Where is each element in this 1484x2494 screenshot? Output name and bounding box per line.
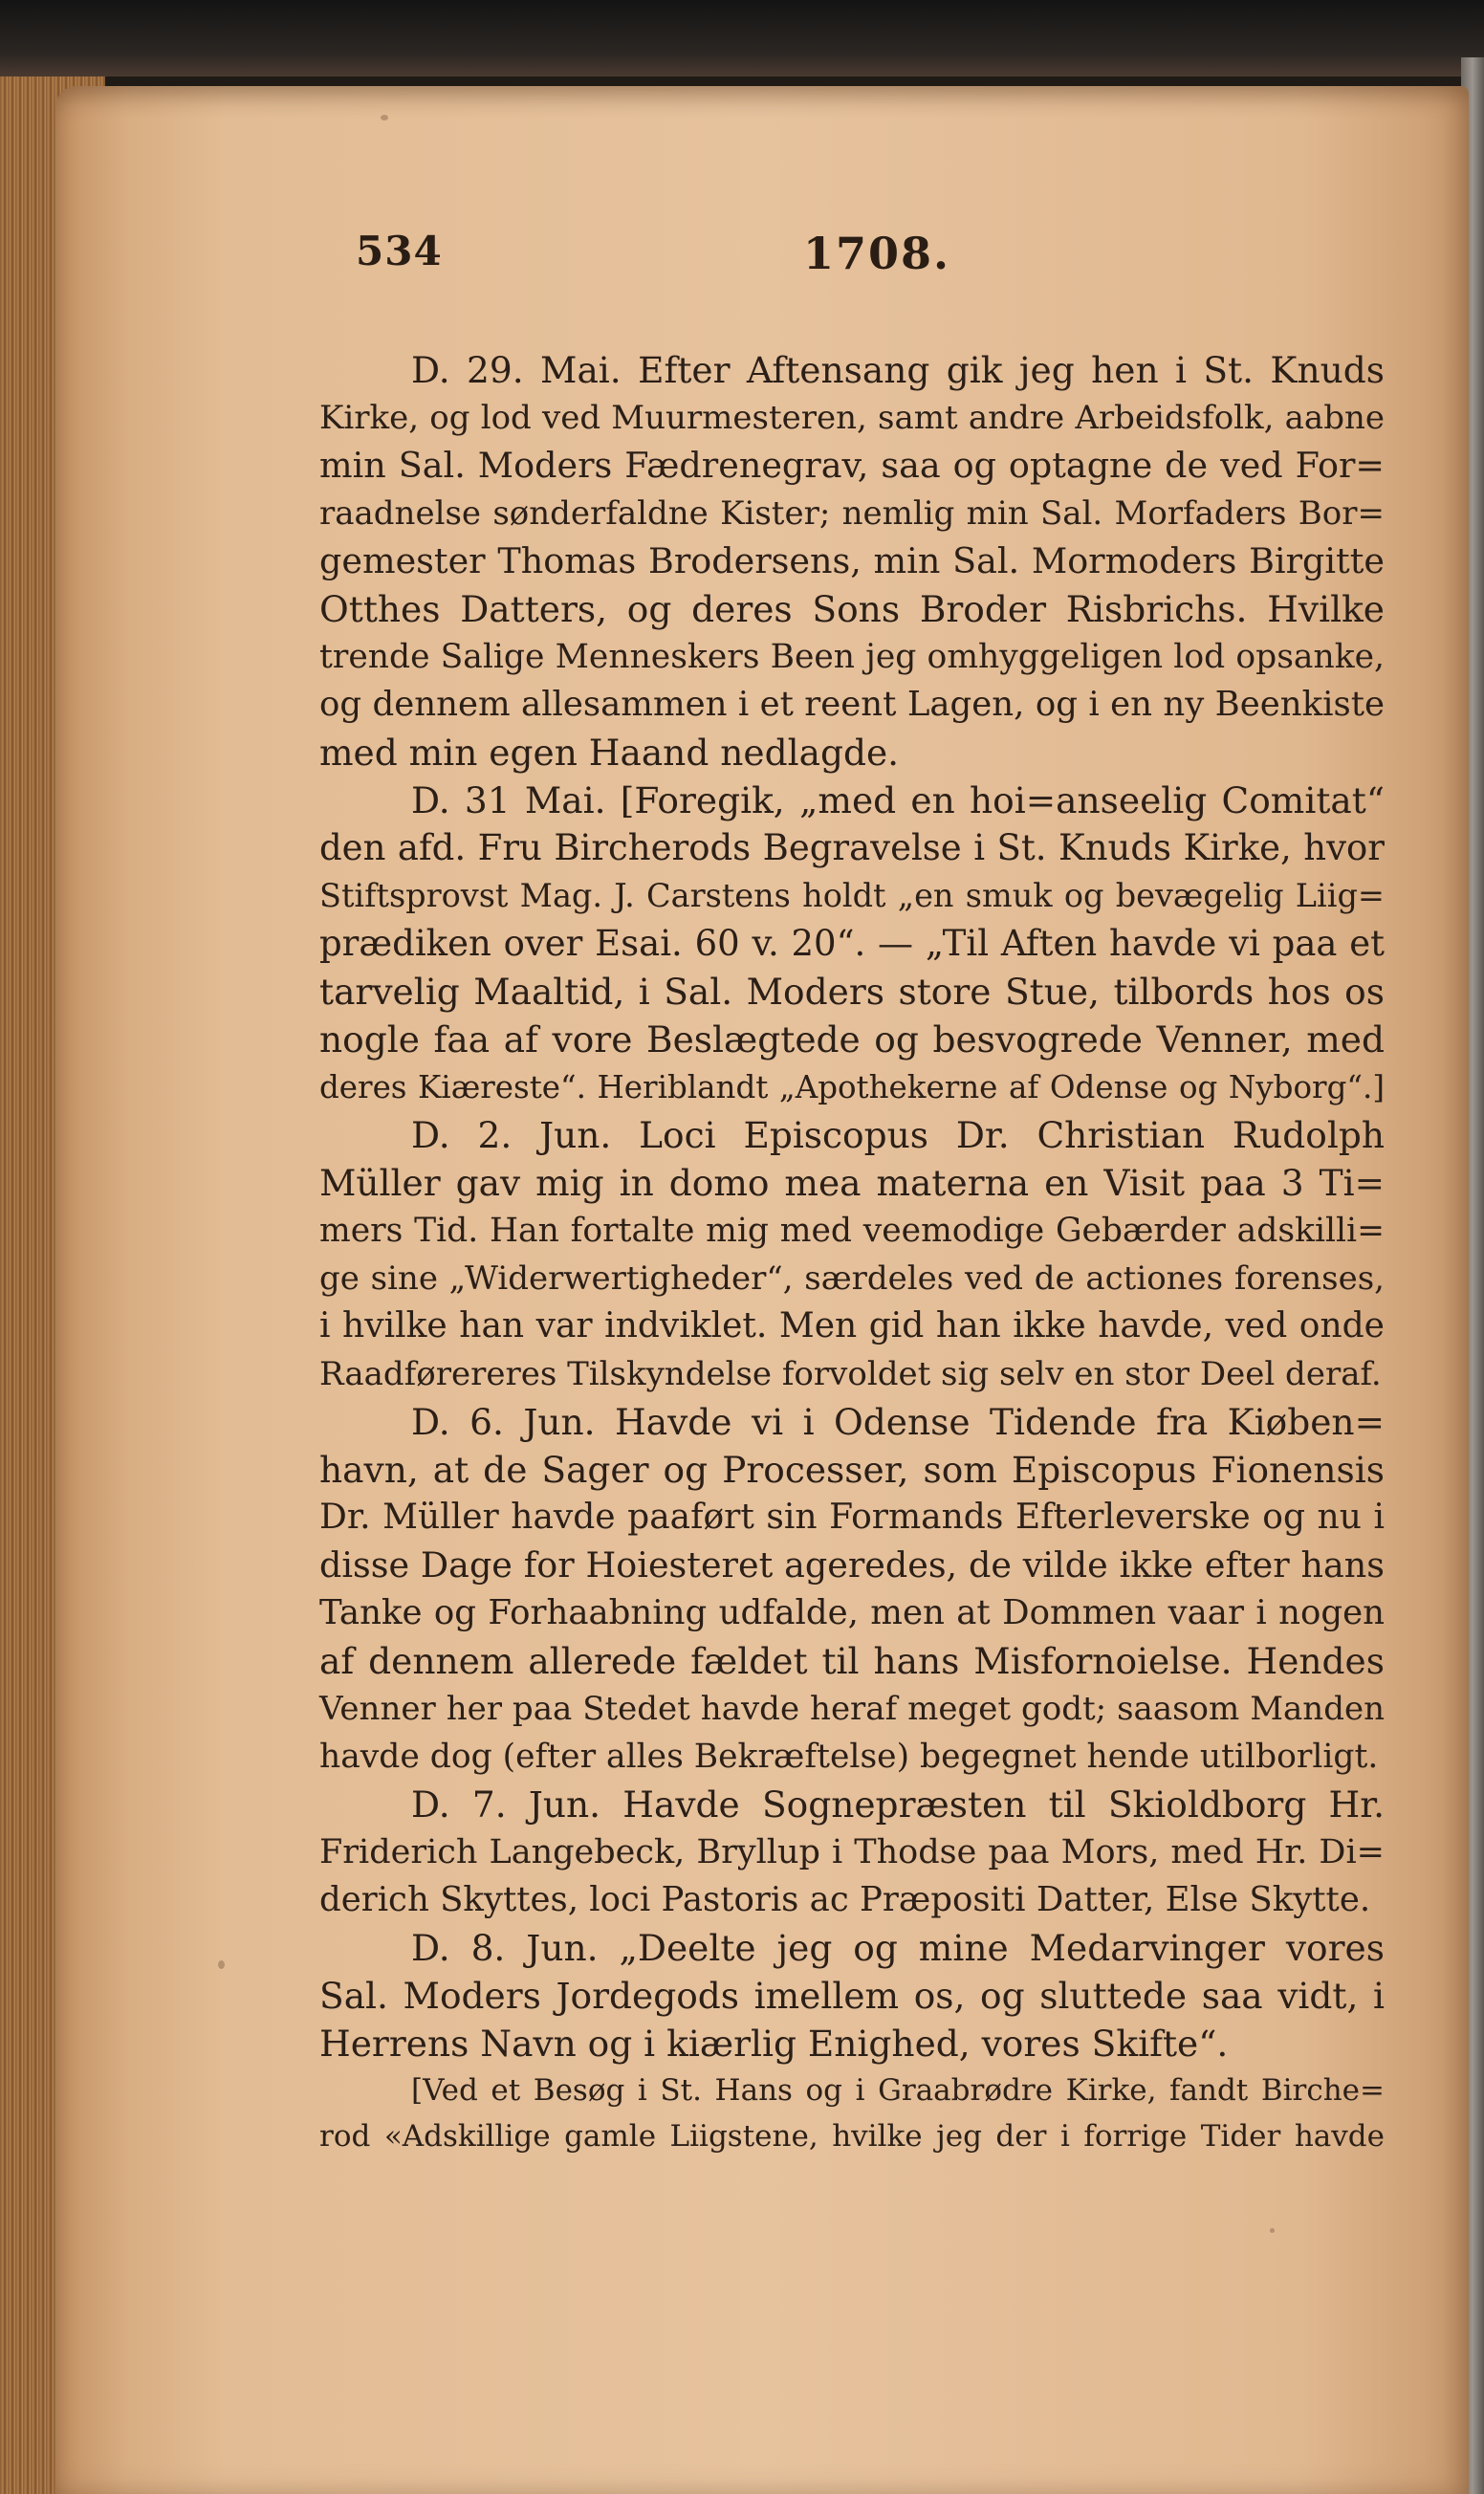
page-header (356, 228, 1159, 295)
text-line: deres Kiæreste“. Heriblandt „Apothekerne af Odense og Nyborg“.] (319, 1069, 1385, 1105)
text-line: den afd. Fru Bircherods Begravelse i St. Knuds Kirke, hvor (319, 827, 1385, 868)
page-speck (381, 115, 388, 120)
text-line: nogle faa af vore Beslægtede og besvogrede Venner, med (319, 1018, 1385, 1061)
text-line: med min egen Haand nedlagde. (319, 732, 900, 774)
diary-text (319, 346, 1385, 2159)
background-top (0, 0, 1484, 77)
text-line: Raadførereres Tilskyndelse forvoldet sig selv en stor Deel deraf. (319, 1355, 1382, 1393)
page-number: 534 (356, 228, 443, 274)
page-speck (1270, 2228, 1275, 2233)
text-line: gemester Thomas Brodersens, min Sal. Mormoders Birgitte (319, 540, 1385, 581)
text-line: D. 2. Jun. Loci Episcopus Dr. Christian Rudolph (411, 1114, 1385, 1156)
text-line: Friderich Langebeck, Bryllup i Thodse paa Mors, med Hr. Di= (319, 1833, 1385, 1871)
text-line: Sal. Moders Jordegods imellem os, og sluttede saa vidt, i (319, 1975, 1385, 2017)
text-line: Venner her paa Stedet havde heraf meget godt; saasom Manden (319, 1690, 1385, 1728)
text-line: prædiken over Esai. 60 v. 20“. — „Til Aften havde vi paa et (319, 923, 1385, 964)
text-line: D. 7. Jun. Havde Sognepræsten til Skioldborg Hr. (411, 1783, 1385, 1826)
text-line: havde dog (efter alles Bekræftelse) begegnet hende utilborligt. (319, 1738, 1379, 1776)
text-line: D. 29. Mai. Efter Aftensang gik jeg hen i St. Knuds (411, 349, 1385, 391)
text-line: i hvilke han var indviklet. Men gid han ikke havde, ved onde (319, 1306, 1385, 1345)
text-line: min Sal. Moders Fædrenegrav, saa og optagne de ved For= (319, 445, 1385, 486)
text-line: ge sine „Widerwertigheder“, særdeles ved de actiones forenses, (319, 1259, 1385, 1298)
page-speck (218, 1960, 225, 1969)
text-line: Herrens Navn og i kiærlig Enighed, vores Skifte“. (319, 2023, 1229, 2065)
text-line: trende Salige Menneskers Been jeg omhyggeligen lod opsanke, (319, 638, 1385, 676)
text-line: tarvelig Maaltid, i Sal. Moders store Stue, tilbords hos os (319, 971, 1385, 1013)
text-line: disse Dage for Hoiesteret ageredes, de vilde ikke efter hans (319, 1544, 1385, 1586)
text-line: D. 31 Mai. [Foregik, „med en hoi=anseelig Comitat“ (411, 779, 1385, 821)
text-line: derich Skyttes, loci Pastoris ac Præpositi Datter, Else Skytte. (319, 1880, 1371, 1919)
footnote-line: [Ved et Besøg i St. Hans og i Graabrødre Kirke, fandt Birche= (411, 2073, 1385, 2108)
text-line: af dennem allerede fældet til hans Misfornoielse. Hendes (319, 1640, 1385, 1682)
text-line: Stiftsprovst Mag. J. Carstens holdt „en smuk og bevægelig Liig= (319, 877, 1385, 914)
text-line: Dr. Müller havde paaført sin Formands Efterleverske og nu i (319, 1498, 1385, 1537)
running-title-year: 1708. (803, 228, 951, 279)
text-line: mers Tid. Han fortalte mig med veemodige Gebærder adskilli= (319, 1212, 1385, 1250)
text-line: D. 8. Jun. „Deelte jeg og mine Medarvinger vores (411, 1927, 1385, 1969)
text-line: Otthes Datters, og deres Sons Broder Risbrichs. Hvilke (319, 588, 1385, 630)
footnote-line: rod «Adskillige gamle Liigstene, hvilke jeg der i forrige Tider havde (319, 2119, 1385, 2154)
text-line: og dennem allesammen i et reent Lagen, og i en ny Beenkiste (319, 685, 1385, 724)
text-line: havn, at de Sager og Processer, som Episcopus Fionensis (319, 1449, 1385, 1491)
text-line: Tanke og Forhaabning udfalde, men at Dommen vaar i nogen (319, 1593, 1385, 1632)
text-line: D. 6. Jun. Havde vi i Odense Tidende fra Kiøben= (411, 1401, 1385, 1443)
text-line: Kirke, og lod ved Muurmesteren, samt andre Arbeidsfolk, aabne (319, 399, 1385, 437)
text-line: Müller gav mig in domo mea materna en Visit paa 3 Ti= (319, 1162, 1385, 1204)
text-line: raadnelse sønderfaldne Kister; nemlig min Sal. Morfaders Bor= (319, 494, 1385, 533)
